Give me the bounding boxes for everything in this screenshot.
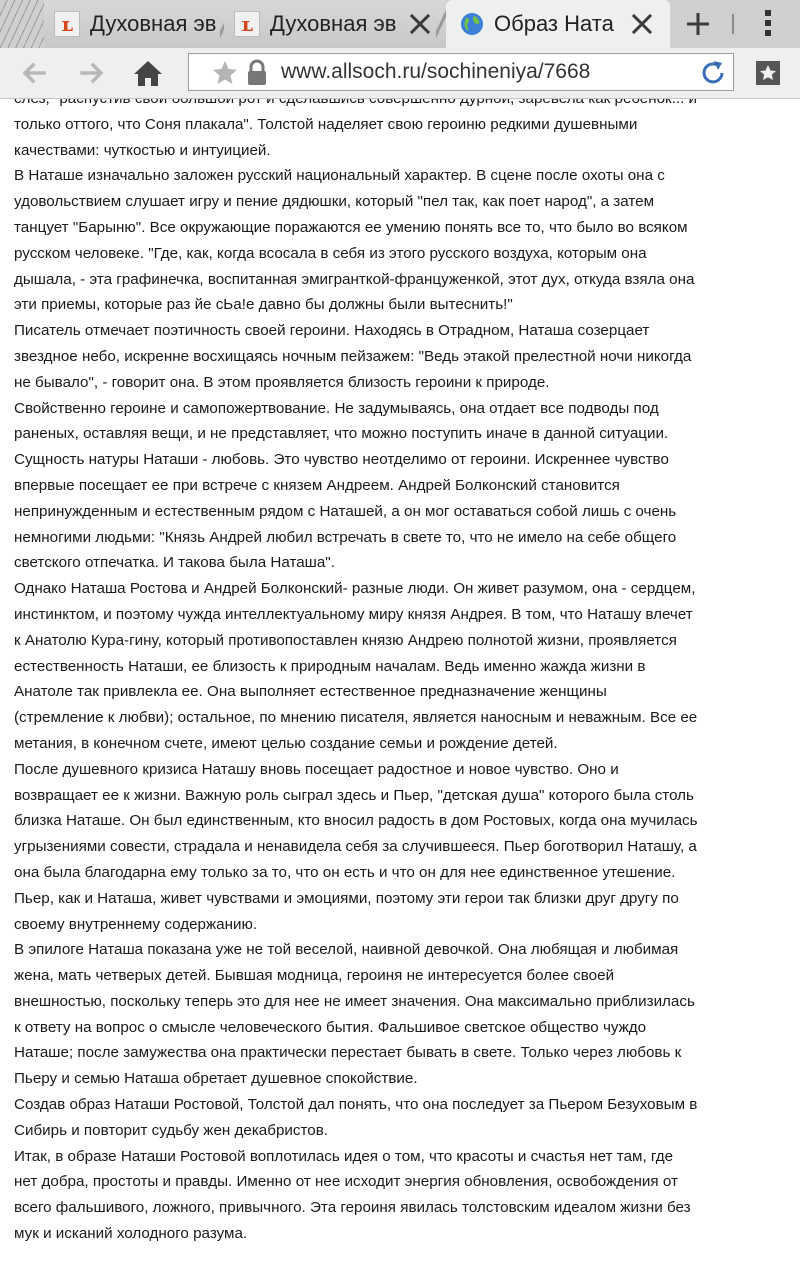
forward-arrow-icon[interactable] — [76, 57, 108, 89]
article-paragraph: Однако Наташа Ростова и Андрей Болконский- разные люди. Он живет разумом, она - сердцем, инстинктом, и поэтому чужда интеллектуальному миру князя Андрея. В том, что Наташу влечет к Анатолю Кура-гину, который противопоставлен князю Андрею полнотой жизни, проявляется естественность Наташи, ее близость к природным началам. Ведь именно жажда жизни в Анатоле так привлекла ее. Она выполняет естественное предназначение женщины (стремление к любви); остальное, по мнению писателя, является наносным и неважным. Все ее метания, в конечном счете, имеют целью создание семьи и рождение детей. — [14, 580, 698, 752]
article-paragraph: В Наташе изначально заложен русский национальный характер. В сцене после охоты она с удовольствием слушает игру и пение дядюшки, который "пел так, как поет народ", а затем танцует "Барыню". Все окружающие поражаются ее умению понять все то, что было во всяком русском человеке. "Где, как, когда всосала в себя из этого русского воздуха, которым она дышала, - эта графинечка, воспитанная эмигранткой-француженкой, этот дух, откуда взяла она эти приемы, которые раз йе сЬа!е давно бы должны были вытеснить!" — [14, 167, 695, 314]
article-paragraph: В эпилоге Наташа показана уже не той веселой, наивной девочкой. Она любящая и любимая жена, мать четверых детей. Бывшая модница, героиня не интересуется более своей внешностью, поскольку теперь это для нее не имеет значения. Она максимально приблизилась к ответу на вопрос о смысле человеческого бытия. Фальшивое светское общество чуждо Наташе; после замужества она практически перестает бывать в свете. Только через любовь к Пьеру и семью Наташа обретает душевное спокойствие. — [14, 941, 695, 1088]
article-paragraph: Сущность натуры Наташи - любовь. Это чувство неотделимо от героини. Искреннее чувство впервые посещает ее при встрече с князем Андреем. Андрей Болконский становится непринужденным и естественным рядом с Наташей, а он мог оставаться собой лишь с очень немногими людьми: "Князь Андрей любил встречать в свете то, что не имело на себе общего светского отпечатка. И такова была Наташа". — [14, 451, 677, 572]
address-bar[interactable] — [188, 53, 734, 91]
bookmarks-icon[interactable] — [752, 57, 784, 89]
article-paragraph: Создав образ Наташи Ростовой, Толстой дал понять, что она последует за Пьером Безуховым в Сибирь и повторит судьбу жен декабристов. — [14, 1096, 698, 1139]
allsoch-l-favicon: ʟ — [234, 11, 260, 37]
tab-title: Духовная эв — [90, 11, 217, 36]
new-tab-icon[interactable] — [684, 10, 712, 38]
home-icon[interactable] — [132, 57, 164, 89]
tab-3-active[interactable] — [446, 0, 670, 48]
back-arrow-icon[interactable] — [18, 57, 50, 89]
overflow-menu-icon[interactable] — [756, 8, 780, 40]
article-paragraph: После душевного кризиса Наташу вновь посещает радостное и новое чувство. Оно и возвращает ее к жизни. Важную роль сыграл здесь и Пьер, "детская душа" которого была столь близка Наташе. Он был единственным, кто вносил радость в дом Ростовых, когда она мучилась угрызениями совести, страдала и ненавидела себя за случившееся. Пьер боготворил Наташу, а она была благодарна ему только за то, что он есть и что он для нее единственное утешение. Пьер, как и Наташа, живет чувствами и эмоциями, поэтому эти герои так близки друг другу по своему внутреннему содержанию. — [14, 760, 698, 933]
browser-toolbar — [0, 48, 800, 99]
allsoch-l-favicon: ʟ — [54, 11, 80, 37]
lock-icon — [245, 59, 269, 87]
close-tab-icon[interactable] — [630, 12, 654, 36]
globe-icon — [460, 12, 484, 36]
article-paragraph: Итак, в образе Наташи Ростовой воплотилась идея о том, что красоты и счастья нет там, где нет добра, простоты и правды. Именно от нее исходит энергия обновления, освобождения от всего фальшивого, ложного, привычного. Эта героиня явилась толстовским идеалом жизни без мук и исканий холодного разума. — [14, 1147, 691, 1243]
reload-icon[interactable] — [699, 59, 727, 87]
tab-strip — [0, 0, 800, 49]
star-bookmark-icon[interactable] — [211, 59, 239, 87]
toolbar-divider — [732, 14, 734, 34]
close-tab-icon[interactable] — [408, 12, 432, 36]
url-text[interactable]: www.allsoch.ru/sochineniya/7668 — [281, 60, 591, 83]
article-paragraph: Свойственно героине и самопожертвование. Не задумываясь, она отдает все подводы под раненых, оставляя вещи, и не представляет, что можно поступить иначе в данной ситуации. — [14, 399, 669, 443]
tab-2[interactable] — [224, 0, 446, 48]
article-paragraph: только оттого, что Соня плакала". Толстой наделяет свою героиню редкими душевными качествами: чуткостью и интуицией. — [14, 115, 638, 159]
tab-1[interactable] — [44, 0, 230, 48]
article-paragraph: Писатель отмечает поэтичность своей героини. Находясь в Отрадном, Наташа созерцает звездное небо, искренне восхищаясь ночным пейзажем: "Ведь этакой прелестной ночи никогда не бывало", - говорит она. В этом проявляется близость героини к природе. — [14, 322, 692, 391]
tab-title: Духовная эв — [270, 11, 397, 36]
article-text — [14, 86, 700, 1247]
tab-title: Образ Ната — [494, 11, 614, 36]
